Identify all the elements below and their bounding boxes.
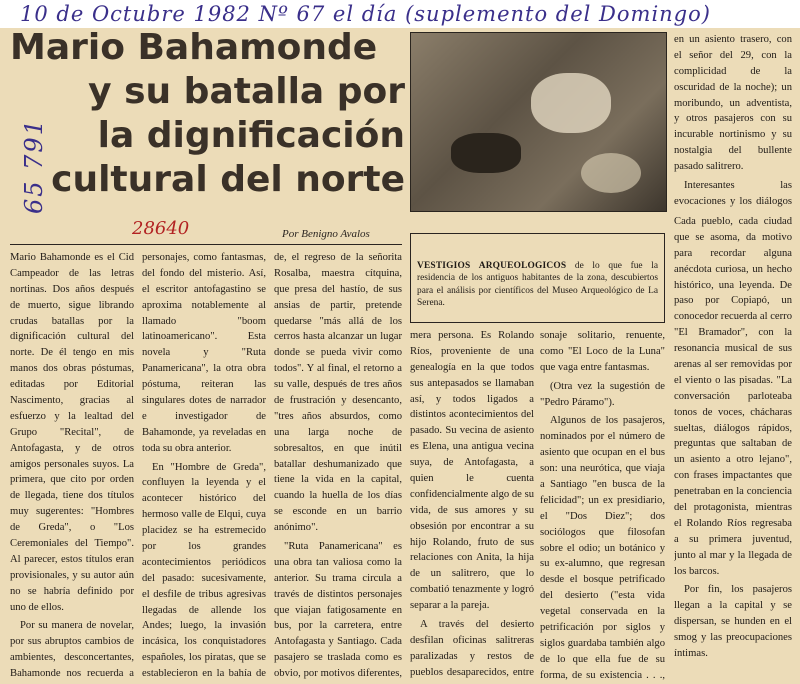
column-6-top [674,32,792,210]
title-line: la dignificación [97,115,405,156]
paragraph: "Ruta Panamericana" es una obra tan valiosa como la anterior. Su trama circula a través de distintos personajes que viajan fatigosamente en bus, por la carretera, entre Antofagasta y Santiago. Cada pasajero se traslada como es obvio, por motivos diferentes, [274,541,402,680]
paragraph: Por fin, los pasajeros llegan a la capital y se dispersan, se hunden en el smog y las preocupaciones íntimas. [674,584,792,660]
paragraph: Cada pueblo, cada ciudad que se asoma, da motivo para recordar alguna anécdota curiosa, un hecho histórico, una leyenda. De paso por Copiapó, un conocedor recuerda al cerro "El Bramador", con la resonancia musical de sus arenas al ser removidas por el viento o las pisadas. "La conversación parloteaba tonos de voces, chácharas sueltas, diálogos rápidos, preguntas que saltaban de un asiento a otro lejano", con frases impactantes que penetraban en la conciencia del protagonista, mientras el Rolando Ríos regresaba a su primera juventud, junto al mar y la llegada de los barcos. [674,216,792,577]
paragraph: A través del desierto desfilan oficinas salitreras paralizadas y restos de pueblos desaparecidos, entre [410,619,534,678]
byline: Por Benigno Avalos [282,228,370,240]
title-line: y su batalla por [88,71,405,112]
paragraph: En "Hombre de Greda", confluyen la leyenda y el acontecer histórico del hermoso valle de Elqui, cuya placidez se ha estremecido por los grandes acontecimientos periódicos del pasado: sucesivamente, el desfile de tribus agresivas llegadas de allende los Andes; luego, la invasión incásica, los conquistadores españoles, los piratas, que se establecieron en la bahía de [142,461,266,680]
byline-rule [10,244,402,245]
column-2 [142,250,266,680]
paragraph: en un asiento trasero, con el señor del 29, con la complicidad de la oscuridad de la noche); un moribundo, un adventista, y otros pasajeros con su incurable nortinismo y su nostalgia del bullente pasado salitrero. [674,34,792,173]
paragraph: Algunos de los pasajeros, nominados por el número de asiento que ocupan en el bus son: una neurótica, que viaja a Santiago "en busca de la felicidad"; un ex presidiario, el "Dos Diez"; dos sociólogos que filosofan sobre el odio; un botánico y su ex-alumno, que regresan desde el bosque petrificado del desierto ("esta vida vegetal conservada en la petrificación por siglos y siglos guardaba también algo de lo que ella fue de su forma, de su existencia . . ., [540,415,665,680]
column-1 [10,250,134,680]
paragraph: de, el regreso de la señorita Rosalba, maestra cítquina, que presa del hastío, de sus ansias de partir, pretende quedarse "más allá de los cerros hasta alcanzar un lugar donde se pueda vivir como todos". Y al final, el retorno a su valle, después de tres años de frustración y desencanto, "tres años absurdos, como una larga noche de sobresaltos, en que inútil batallar deshumanizado que tiene la vida en la capital, cuando la huella de los días se esconde en un barrio anónimo". [274,252,402,534]
column-5 [540,328,665,680]
paragraph: mera persona. Es Rolando Ríos, proveniente de una genealogía en la que todos sus antepasados se llamaban así, y todos ligados a distintos acontecimientos del pasado. Su vecina de asiento es Elena, una antigua vecina suya, de Antofagasta, a quien le cuenta confidencialmente algo de su vida, de sus amores y su obsesión por encontrar a su hijo Rolando, fruto de sus relaciones con Anita, la hija de un salitrero, que lo combatió tenazmente y logró separar a la pareja. [410,330,534,612]
caption-lead: VESTIGIOS ARQUEOLOGICOS [417,261,567,271]
paragraph: (Otra vez la sugestión de "Pedro Páramo"). [540,380,665,408]
title-line: Mario Bahamonde [10,27,378,68]
column-3 [274,250,402,680]
paragraph: sonaje solitario, renuente, como "El Loco de la Luna" que vaga entre fantasmas. [540,330,665,373]
archaeological-photo [410,32,667,212]
handwritten-article-number: 28640 [132,218,190,239]
paragraph: personajes, como fantasmas, del fondo del misterio. Así, el escritor antofagastino se aproxima notablemente al llamado "boom latinoamericano". Esta novela y "Ruta Panamericana", la otra obra póstuma, reiteran las singulares dotes de narrador e investigador de Bahamonde, ya reveladas en toda su obra anterior. [142,252,266,454]
title-line: cultural del norte [51,159,405,200]
paragraph: Por su manera de novelar, por sus abruptos cambios de ambientes, desconcertantes, Bahamonde nos recuerda a [10,620,134,680]
column-6 [674,214,792,680]
handwritten-date-note: 10 de Octubre 1982 Nº 67 el día (suplemento del Domingo) [20,2,711,26]
paragraph: Interesantes las evocaciones y los diálogos [674,180,792,207]
photo-caption [410,233,665,323]
handwritten-side-number: 65 791 [20,118,48,214]
caption-text: de lo que fue la residencia de los antiguos habitantes de la zona, descubiertos para el análisis por científicos del Museo Arqueológico de La Serena. [417,261,658,309]
article-title [10,27,405,206]
paragraph: Mario Bahamonde es el Cid Campeador de las letras nortinas. Dos años después de muerto, sigue librando crudas batallas por la dignificación cultural del norte. De él tengo en mis manos dos obras póstumas, editadas por Editorial Nascimento, gracias al esfuerzo y la lealtad del Grupo "Recital", de Antofagasta, y de otros amigos personales suyos. La primera, que cito por orden de llegada, tiene dos títulos muy sugerentes: "Hombres de Greda", o "Los Ceremoniales del Tiempo". Al parecer, estos títulos eran provisionales, y su autor aún no se habría definido por uno de ellos. [10,252,134,613]
column-4 [410,328,534,680]
